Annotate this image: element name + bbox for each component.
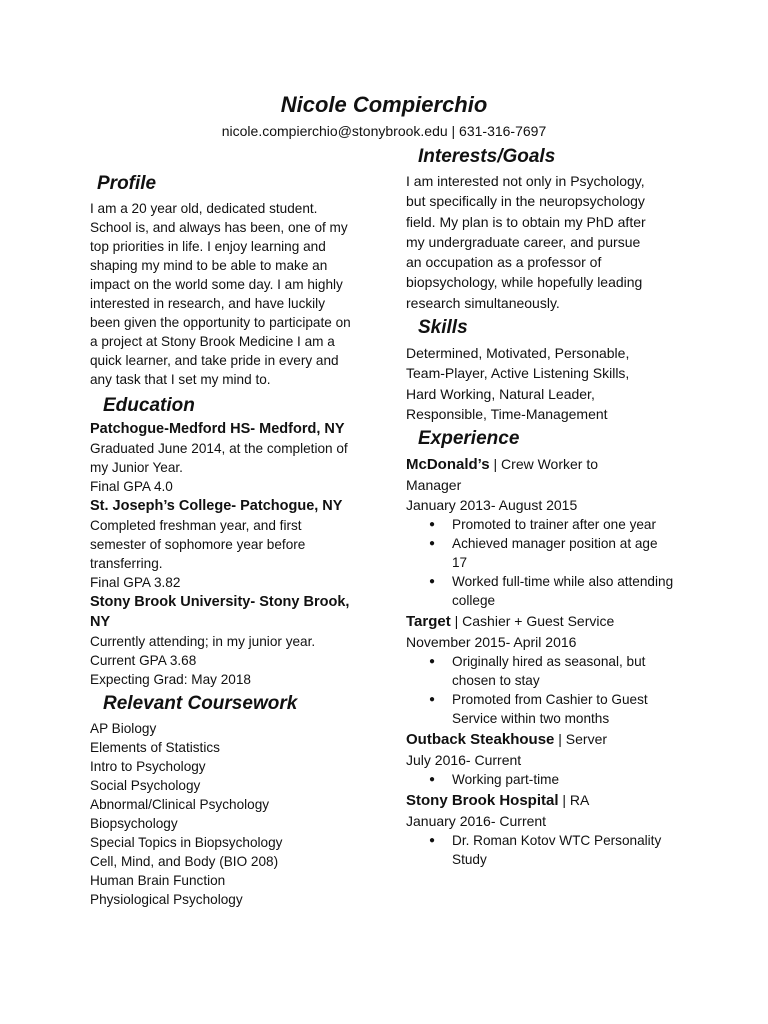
education-heading: Education: [103, 395, 195, 416]
job-title: [406, 729, 696, 750]
school-detail: Graduated June 2014, at the completion of: [90, 441, 348, 456]
course-item: Abnormal/Clinical Psychology: [90, 797, 270, 812]
bullet-icon: ●: [429, 694, 436, 706]
contact-line: nicole.compierchio@stonybrook.edu | 631-316-7697: [221, 123, 547, 139]
job-bullets: [406, 831, 696, 869]
job-entry: [406, 790, 696, 869]
bullet-icon: ●: [429, 774, 436, 786]
bullet-item: ● Originally hired as seasonal, but chosen to stay: [429, 654, 646, 689]
school-detail: Current GPA 3.68: [90, 653, 197, 668]
company-name: Outback Steakhouse: [406, 731, 555, 749]
company-name: McDonald’s: [406, 456, 490, 474]
job-dates: July 2016- Current: [406, 752, 522, 769]
school-name: St. Joseph’s College- Patchogue, NY: [90, 498, 343, 514]
profile-line: top priorities in life. I enjoy learning and: [90, 239, 326, 254]
course-item: AP Biology: [90, 721, 157, 736]
profile-line: any task that I set my mind to.: [90, 372, 271, 387]
bullet-icon: ●: [429, 538, 436, 550]
right-column: [406, 144, 696, 869]
company-name: Target: [406, 613, 451, 631]
school-name: NY: [90, 614, 111, 630]
job-bullets: [406, 770, 696, 789]
company-name: Stony Brook Hospital: [406, 792, 559, 810]
profile-text: [90, 199, 370, 389]
school-name: Patchogue-Medford HS- Medford, NY: [90, 421, 345, 437]
job-role: | Crew Worker to: [489, 456, 599, 473]
skills-text: [406, 343, 696, 424]
course-item: Cell, Mind, and Body (BIO 208): [90, 854, 279, 869]
education-entry: [90, 496, 370, 592]
experience-list: [406, 454, 696, 869]
interests-line: an occupation as a professor of: [406, 254, 602, 271]
job-dates: January 2013- August 2015: [406, 497, 578, 514]
job-role-continued: Manager: [406, 477, 462, 494]
profile-line: School is, and always has been, one of my: [90, 220, 348, 235]
coursework-list: [90, 719, 370, 909]
skills-line: Hard Working, Natural Leader,: [406, 385, 595, 402]
interests-line: biopsychology, while hopefully leading: [406, 274, 643, 291]
bullet-icon: ●: [429, 576, 436, 588]
bullet-item: ● Promoted from Cashier to Guest Service within two months: [429, 692, 648, 727]
school-detail: Completed freshman year, and first: [90, 518, 302, 533]
profile-line: I am a 20 year old, dedicated student.: [90, 201, 318, 216]
job-dates: November 2015- April 2016: [406, 634, 577, 651]
bullet-item: ● Working part-time: [429, 772, 560, 788]
education-list: [90, 419, 370, 689]
bullet-icon: ●: [429, 835, 436, 847]
job-entry: [406, 729, 696, 789]
skills-line: Responsible, Time-Management: [406, 405, 608, 422]
job-title: [406, 790, 696, 811]
interests-line: research simultaneously.: [406, 294, 560, 311]
school-detail: transferring.: [90, 556, 163, 571]
course-item: Elements of Statistics: [90, 740, 220, 755]
profile-line: a project at Stony Brook Medicine I am a: [90, 334, 335, 349]
profile-heading: Profile: [97, 173, 157, 194]
education-entry: [90, 592, 370, 689]
job-entry: [406, 611, 696, 728]
profile-line: quick learner, and take pride in every and: [90, 353, 339, 368]
course-item: Social Psychology: [90, 778, 201, 793]
course-item: Human Brain Function: [90, 873, 226, 888]
bullet-item: ● Dr. Roman Kotov WTC Personality Study: [429, 833, 662, 868]
education-entry: [90, 419, 370, 496]
left-column: [90, 171, 370, 909]
bullet-icon: ●: [429, 519, 436, 531]
course-item: Biopsychology: [90, 816, 178, 831]
skills-line: Determined, Motivated, Personable,: [406, 345, 630, 362]
profile-line: shaping my mind to be able to make an: [90, 258, 328, 273]
experience-heading: Experience: [418, 428, 520, 450]
skills-heading: Skills: [418, 317, 468, 339]
school-detail: Currently attending; in my junior year.: [90, 634, 316, 649]
job-title: [406, 611, 696, 632]
course-item: Intro to Psychology: [90, 759, 206, 774]
interests-line: field. My plan is to obtain my PhD after: [406, 213, 646, 230]
school-detail: Final GPA 3.82: [90, 575, 181, 590]
interests-line: but specifically in the neuropsychology: [406, 193, 645, 210]
interests-line: I am interested not only in Psychology,: [406, 173, 645, 189]
bullet-icon: ●: [429, 656, 436, 668]
school-detail: Expecting Grad: May 2018: [90, 672, 251, 687]
school-detail: Final GPA 4.0: [90, 479, 173, 494]
school-detail: semester of sophomore year before: [90, 537, 306, 552]
job-bullets: [406, 515, 696, 610]
bullet-item: ● Achieved manager position at age 17: [429, 536, 658, 571]
job-entry: [406, 454, 696, 610]
school-detail: my Junior Year.: [90, 460, 183, 475]
profile-line: interested in research, and have luckily: [90, 296, 325, 311]
skills-line: Team-Player, Active Listening Skills,: [406, 365, 630, 382]
profile-line: been given the opportunity to participate on: [90, 315, 351, 330]
job-dates: January 2016- Current: [406, 813, 547, 830]
job-role: | RA: [558, 792, 590, 809]
job-bullets: [406, 652, 696, 728]
interests-text: [406, 171, 696, 313]
job-title: [406, 454, 696, 475]
job-role: | Cashier + Guest Service: [450, 613, 615, 630]
bullet-item: ● Worked full-time while also attending college: [429, 574, 674, 609]
interests-heading: Interests/Goals: [418, 146, 556, 167]
interests-line: my undergraduate career, and pursue: [406, 233, 641, 250]
bullet-item: ● Promoted to trainer after one year: [429, 517, 657, 533]
school-name: Stony Brook University- Stony Brook,: [90, 594, 350, 610]
job-role: | Server: [554, 731, 608, 748]
coursework-heading: Relevant Coursework: [103, 693, 298, 714]
course-item: Physiological Psychology: [90, 892, 243, 907]
profile-line: impact on the world some day. I am highly: [90, 277, 343, 292]
course-item: Special Topics in Biopsychology: [90, 835, 283, 850]
candidate-name: Nicole Compierchio: [280, 92, 488, 117]
